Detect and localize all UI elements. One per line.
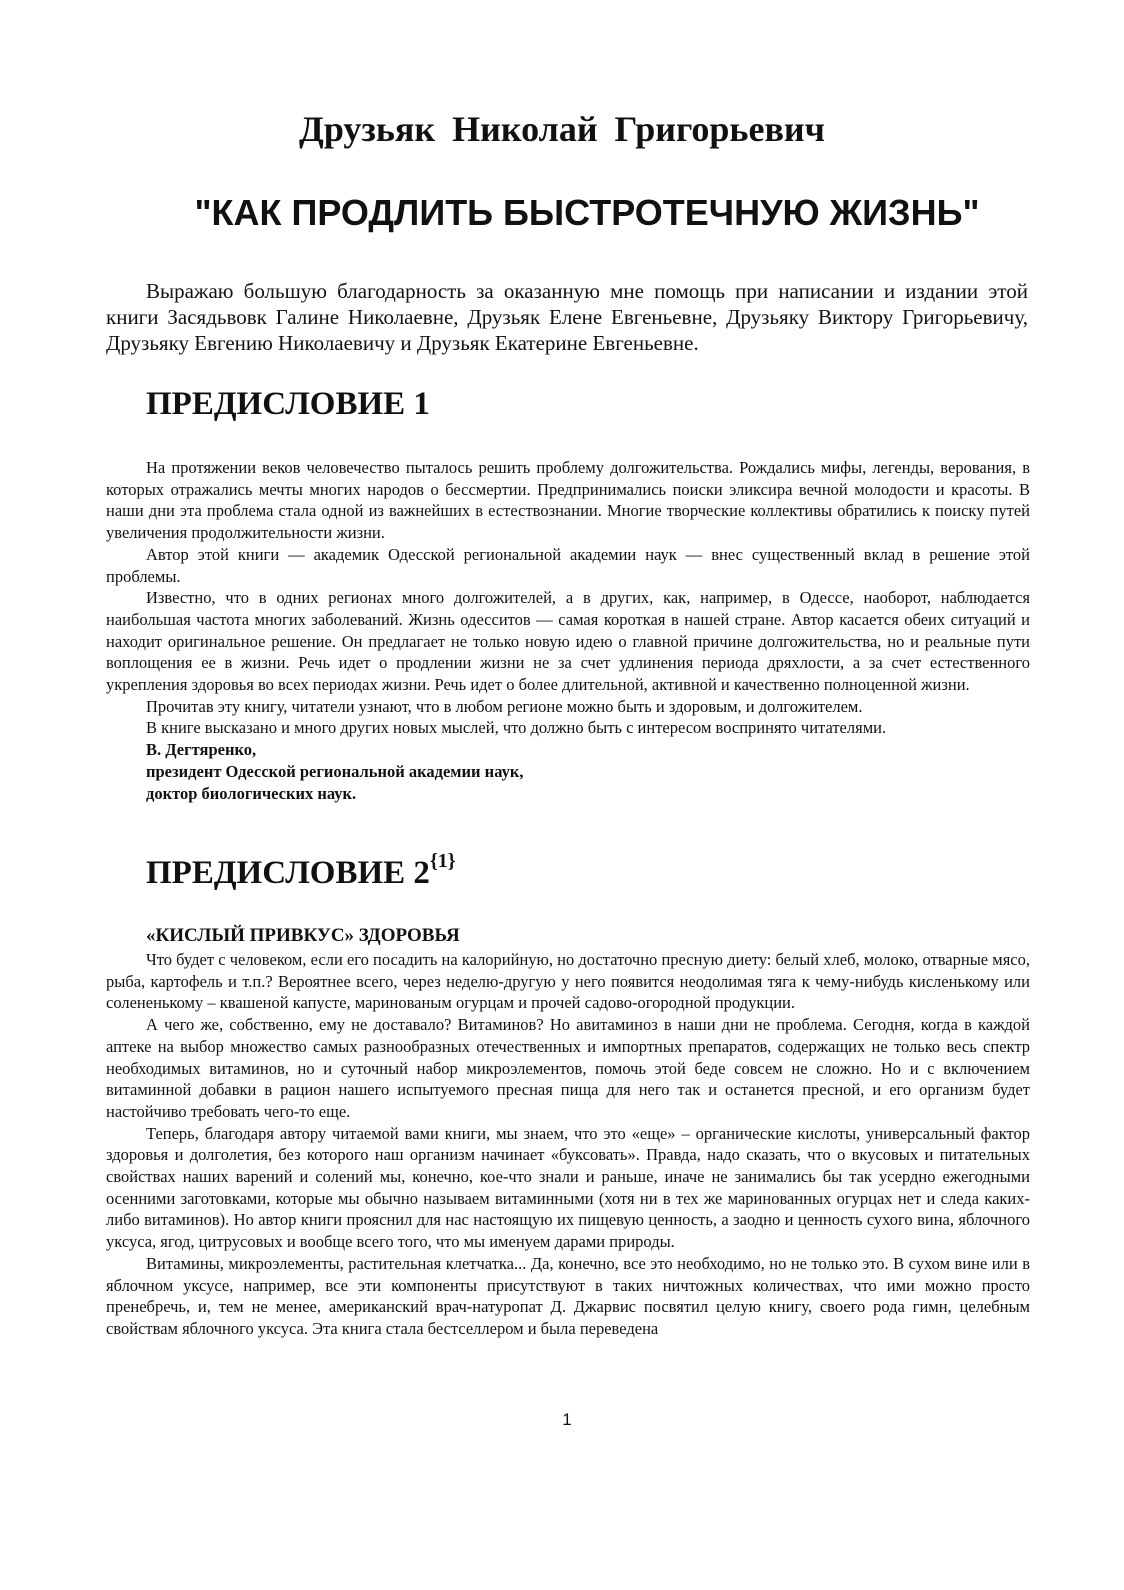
- signature-line: В. Дегтяренко,: [146, 740, 257, 760]
- author-name: Друзьяк Николай Григорьевич: [299, 109, 825, 149]
- page-number: 1: [562, 1410, 572, 1429]
- footnote-reference[interactable]: {1}: [429, 850, 456, 872]
- section-subheading: «КИСЛЫЙ ПРИВКУС» ЗДОРОВЬЯ: [146, 925, 460, 946]
- book-title: "КАК ПРОДЛИТЬ БЫСТРОТЕЧНУЮ ЖИЗНЬ": [194, 192, 980, 233]
- preface-2-body: [106, 923, 1030, 1340]
- preface-1-paragraph: Прочитав эту книгу, читатели узнают, что в любом регионе можно быть и здоровым, и долгожителем.: [146, 696, 863, 716]
- acknowledgement-paragraph: Выражаю большую благодарность за оказанную мне помощь при написании и издании этой книги Засядьвовк Галине Николаевне, Друзьяк Елене Евгеньевне, Друзьяку Виктору Григорьевичу, Друзьяку Евгению Николаевичу и Друзьяк Екатерине Евгеньевне.: [106, 279, 1028, 355]
- preface-2-paragraph: А чего же, собственно, ему не доставало? Витаминов? Но авитаминоз в наши дни не проблема. Сегодня, когда в каждой аптеке на выбор множество самых разнообразных отечественных и импортных препаратов, содержащих не только весь спектр необходимых витаминов, но и суточный набор микроэлементов, помочь этой беде совсем не сложно. Но и с включением витаминной добавки в рацион нашего испытуемого пресная пища для него так и останется пресной, и его организм будет настойчиво требовать чего-то еще.: [106, 1015, 1030, 1121]
- preface-1-paragraph: В книге высказано и много других новых мыслей, что должно быть с интересом воспринято читателями.: [146, 718, 887, 738]
- signature-line: президент Одесской региональной академии наук,: [146, 761, 524, 781]
- preface-1-paragraph: Известно, что в одних регионах много долгожителей, а в других, как, например, в Одессе, наоборот, наблюдается наибольшая частота многих заболеваний. Жизнь одесситов — самая короткая в нашей стране. Автор касается обеих ситуаций и находит оригинальное решение. Он предлагает не только новую идею о главной причине долгожительства, но и реальные пути воплощения ее в жизни. Речь идет о продлении жизни не за счет удлинения периода дряхлости, а за счет естественного укрепления здоровья во всех периодах жизни. Речь идет о более длительной, активной и качественно полноценной жизни.: [106, 588, 1030, 695]
- preface-2-paragraph: Что будет с человеком, если его посадить на калорийную, но достаточно пресную диету: белый хлеб, молоко, отварные мясо, рыба, картофель и т.п.? Вероятнее всего, через неделю-другую у него появится неодолимая тяга к чему-нибудь кисленькому или солененькому – квашеной капусте, маринованым огурцам и прочей садово-огородной продукции.: [106, 950, 1030, 1013]
- preface-2-heading-text: ПРЕДИСЛОВИЕ 2: [146, 855, 430, 891]
- preface-2-paragraph: Витамины, микроэлементы, растительная клетчатка... Да, конечно, все это необходимо, но не только это. В сухом вине или в яблочном уксусе, например, все эти компоненты присутствуют в таких ничтожных количествах, что ими можно просто пренебречь, и, тем не менее, американский врач-натуропат Д. Джарвис посвятил целую книгу, своего рода гимн, целебным свойствам яблочного уксуса. Эта книга стала бестселлером и была переведена: [106, 1253, 1030, 1338]
- preface-1-heading: ПРЕДИСЛОВИЕ 1: [146, 386, 430, 422]
- preface-2-paragraph: Теперь, благодаря автору читаемой вами книги, мы знаем, что это «еще» – органические кислоты, универсальный фактор здоровья и долголетия, без которого наш организм начинает «буксовать». Правда, надо сказать, что о вкусовых и питательных свойствах наших варений и солений мы, конечно, кое-что знали и раньше, иначе не занимались бы так усердно ежегодными осенними заготовками, которые мы обычно называем витаминными (хотя ни в тех же маринованных огурцах нет и следа каких-либо витаминов). Но автор книги прояснил для нас настоящую их пищевую ценность, а заодно и ценность сухого вина, яблочного уксуса, ягод, цитрусовых и вообще всего того, что мы именуем дарами природы.: [106, 1123, 1030, 1252]
- preface-1-paragraph: Автор этой книги — академик Одесской региональной академии наук — внес существенный вклад в решение этой проблемы.: [106, 544, 1030, 586]
- preface-1-paragraph: На протяжении веков человечество пыталось решить проблему долгожительства. Рождались мифы, легенды, верования, в которых отражались мечты многих народов о бессмертии. Предпринимались поиски эликсира вечной молодости и красоты. В наши дни эта проблема стала одной из важнейших в естествознании. Многие творческие коллективы обратились к поиску путей увеличения продолжительности жизни.: [106, 458, 1030, 543]
- preface-1-body: [106, 457, 1030, 804]
- preface-2-heading: [146, 843, 456, 895]
- signature-line: доктор биологических наук.: [146, 783, 357, 803]
